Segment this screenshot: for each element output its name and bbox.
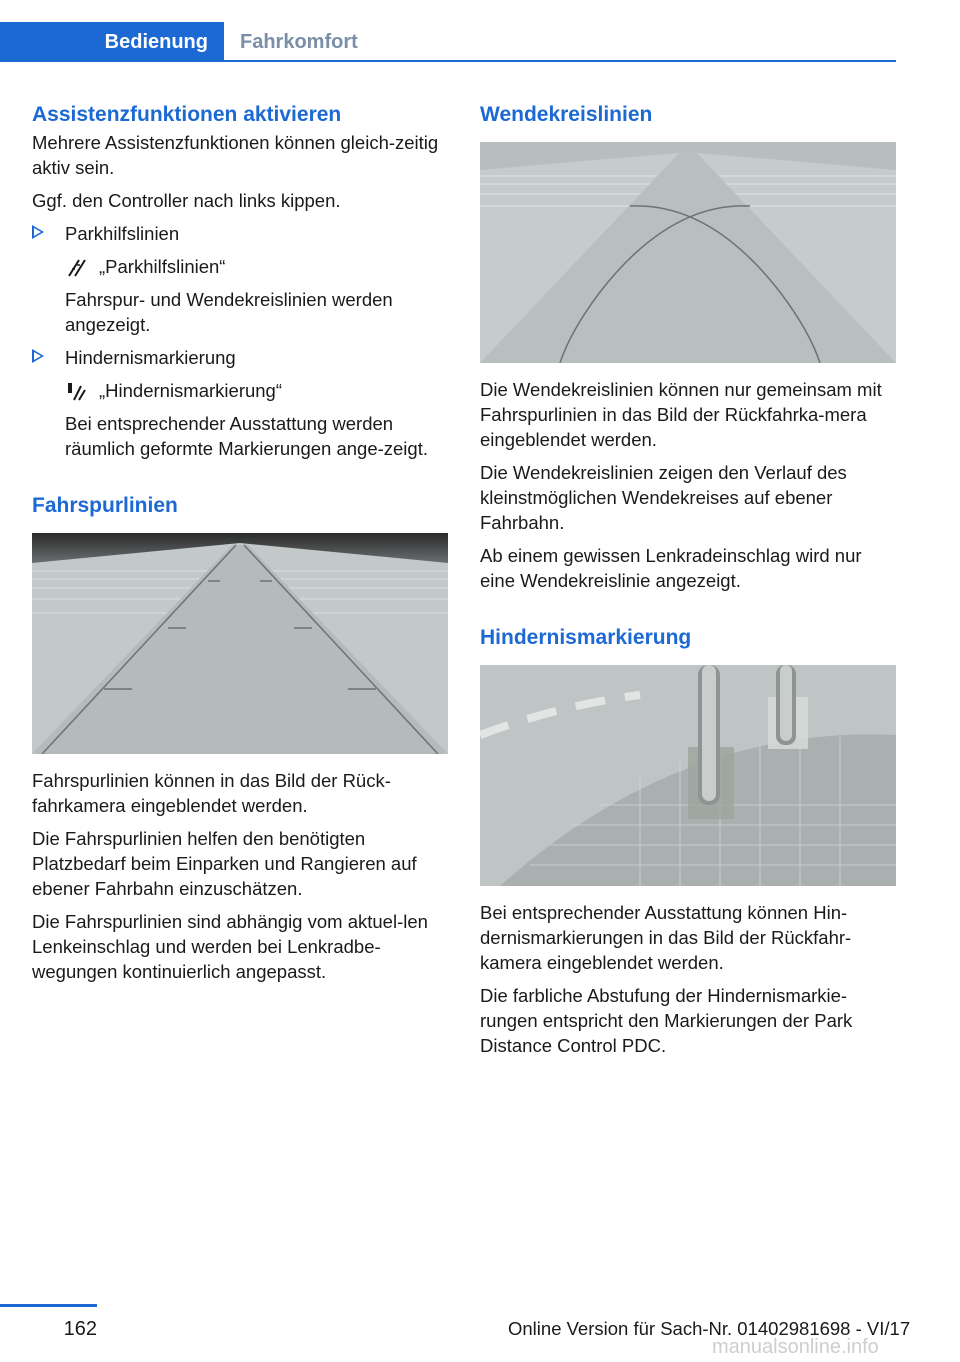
- paragraph: Die Fahrspurlinien sind abhängig vom aktuel-len Lenkeinschlag und werden bei Lenkradbe-wegungen kontinuierlich angepasst.: [32, 911, 428, 982]
- paragraph: Die farbliche Abstufung der Hindernismarkie-rungen entspricht den Markierungen der Park Distance Control PDC.: [480, 985, 853, 1056]
- right-column: [480, 100, 896, 1058]
- watermark: manualsonline.info: [712, 1336, 879, 1358]
- paragraph: Die Wendekreislinien können nur gemeinsam mit Fahrspurlinien in das Bild der Rückfahrka-mera eingeblendet werden.: [480, 379, 882, 450]
- paragraph: Fahrspurlinien können in das Bild der Rück-fahrkamera eingeblendet werden.: [32, 770, 391, 816]
- chapter-tab-bar: [0, 22, 896, 62]
- footer-line: [0, 1304, 97, 1307]
- lane-lines-illustration: [32, 533, 448, 754]
- obstacle-marking-icon: [65, 380, 89, 402]
- list-item-hindernismarkierung: [32, 345, 448, 461]
- triangle-bullet-icon: [32, 349, 44, 363]
- tab-bedienung[interactable]: Bedienung: [0, 22, 224, 62]
- menu-entry-parkhilfslinien: [65, 254, 448, 279]
- parking-lines-icon: [65, 256, 89, 278]
- lane-lines-image: [32, 533, 448, 754]
- page-number: 162: [63, 1318, 97, 1340]
- tab-underline: [0, 60, 896, 62]
- obstacle-marking-image: [480, 665, 896, 886]
- menu-entry-hindernismarkierung: [65, 378, 448, 403]
- paragraph: Ab einem gewissen Lenkradeinschlag wird nur eine Wendekreislinie angezeigt.: [480, 545, 862, 591]
- paragraph: Mehrere Assistenzfunktionen können gleich-zeitig aktiv sein.: [32, 132, 439, 178]
- tab-fahrkomfort[interactable]: Fahrkomfort: [240, 30, 358, 53]
- paragraph: Die Fahrspurlinien helfen den benötigten Platzbedarf beim Einparken und Rangieren auf ebener Fahrbahn einzuschätzen.: [32, 828, 417, 899]
- heading-wendekreislinien: Wendekreislinien: [480, 103, 653, 126]
- list-item-parkhilfslinien: [32, 221, 448, 337]
- menu-entry-label: „Hindernismarkierung“: [99, 380, 283, 401]
- list-item-title: Hindernismarkierung: [65, 347, 236, 368]
- left-column: [32, 100, 448, 984]
- list-item-description: Fahrspur- und Wendekreislinien werden angezeigt.: [65, 289, 393, 335]
- list-item-title: Parkhilfslinien: [65, 223, 180, 244]
- turning-circle-image: [480, 142, 896, 363]
- heading-assistenzfunktionen: Assistenzfunktionen aktivieren: [32, 103, 342, 126]
- triangle-bullet-icon: [32, 225, 44, 239]
- obstacle-marking-illustration: [480, 665, 896, 886]
- paragraph: Ggf. den Controller nach links kippen.: [32, 190, 341, 211]
- menu-entry-label: „Parkhilfslinien“: [99, 256, 226, 277]
- online-version-note: Online Version für Sach-Nr. 01402981698 - VI/17: [508, 1318, 911, 1339]
- heading-hindernismarkierung: Hindernismarkierung: [480, 626, 692, 649]
- paragraph: Bei entsprechender Ausstattung können Hin-dernismarkierungen in das Bild der Rückfahr-kamera eingeblendet werden.: [480, 902, 852, 973]
- heading-fahrspurlinien: Fahrspurlinien: [32, 494, 178, 517]
- list-item-description: Bei entsprechender Ausstattung werden räumlich geformte Markierungen ange-zeigt.: [65, 413, 428, 459]
- turning-circle-illustration: [480, 142, 896, 363]
- paragraph: Die Wendekreislinien zeigen den Verlauf des kleinstmöglichen Wendekreises auf ebener Fahrbahn.: [480, 462, 847, 533]
